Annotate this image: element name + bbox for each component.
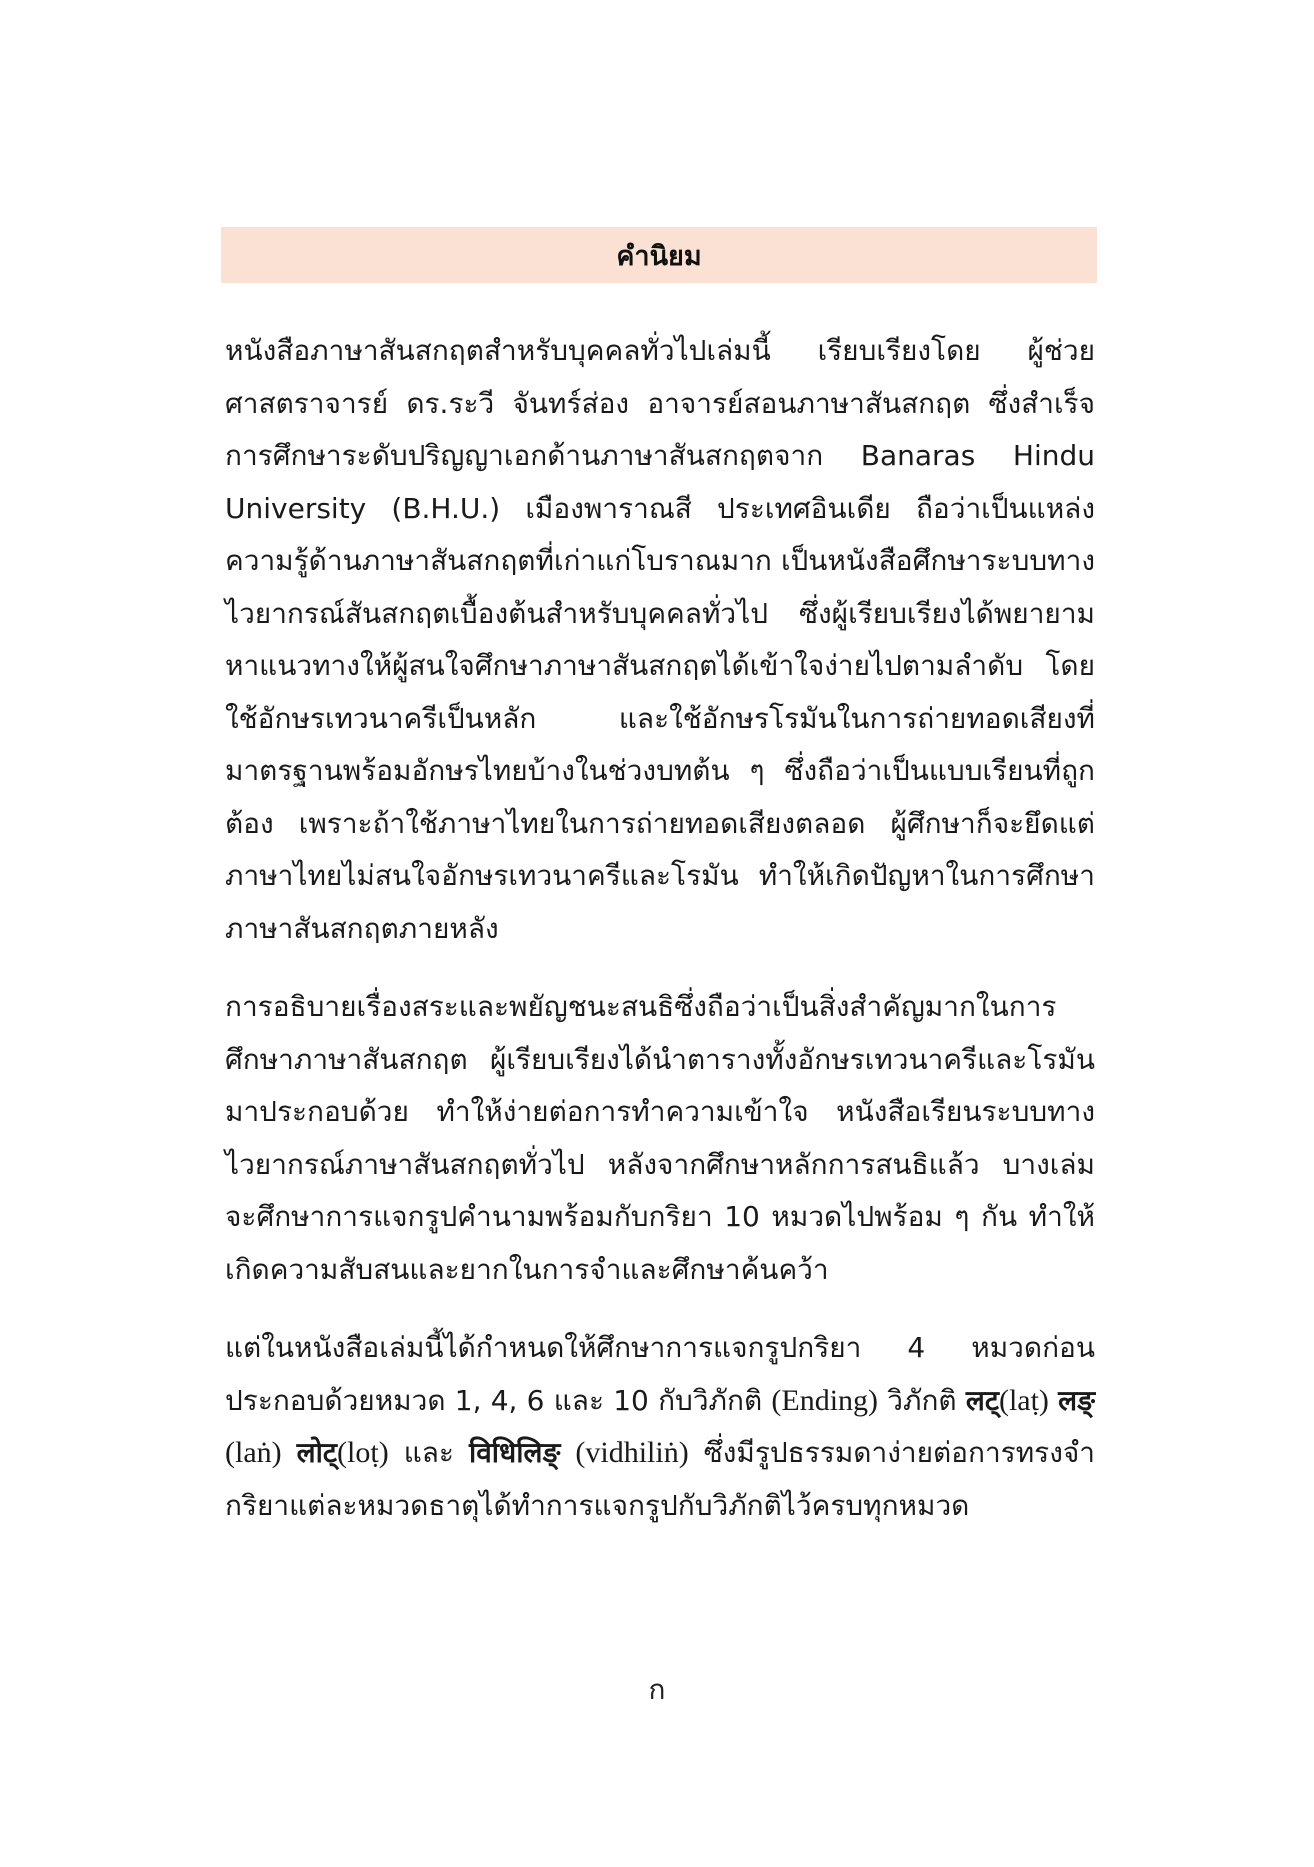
paragraph-3	[225, 1322, 1095, 1532]
body-text	[225, 325, 1095, 1558]
paragraph-1: หนังสือภาษาสันสกฤตสำหรับบุคคลทั่วไปเล่มนี้ เรียบเรียงโดย ผู้ช่วยศาสตราจารย์ ดร.ระวี จันทร์ส่อง อาจารย์สอนภาษาสันสกฤต ซึ่งสำเร็จการศึกษาระดับปริญญาเอกด้านภาษาสันสกฤตจาก Banaras Hindu University (B.H.U.) เมืองพาราณสี ประเทศอินเดีย ถือว่าเป็นแหล่งความรู้ด้านภาษาสันสกฤตที่เก่าแก่โบราณมาก เป็นหนังสือศึกษาระบบทางไวยากรณ์สันสกฤตเบื้องต้นสำหรับบุคคลทั่วไป ซึ่งผู้เรียบเรียงได้พยายามหาแนวทางให้ผู้สนใจศึกษาภาษาสันสกฤตได้เข้าใจง่ายไปตามลำดับ โดยใช้อักษรเทวนาครีเป็นหลัก และใช้อักษรโรมันในการถ่ายทอดเสียงที่มาตรฐานพร้อมอักษรไทยบ้างในช่วงบทต้น ๆ ซึ่งถือว่าเป็นแบบเรียนที่ถูกต้อง เพราะถ้าใช้ภาษาไทยในการถ่ายทอดเสียงตลอด ผู้ศึกษาก็จะยึดแต่ภาษาไทยไม่สนใจอักษรเทวนาครีและโรมัน ทำให้เกิดปัญหาในการศึกษาภาษาสันสกฤตภายหลัง	[225, 334, 1095, 945]
page-title: คำนิยม	[616, 240, 702, 272]
paragraph-3-text-4: ซึ่งมีรูปธรรมดาง่ายต่อการทรงจำ กริยาแต่ละหมวดธาตุได้ทำการแจกรูปกับวิภักติไว้ครบทุกหมวด	[225, 1436, 1096, 1522]
paragraph-3-text-2: วิภักติ	[878, 1383, 966, 1417]
title-banner	[221, 227, 1097, 283]
paragraph-2: การอธิบายเรื่องสระและพยัญชนะสนธิซึ่งถือว่าเป็นสิ่งสำคัญมากในการศึกษาภาษาสันสกฤต ผู้เรียบเรียงได้นำตารางทั้งอักษรเทวนาครีและโรมันมาประกอบด้วย ทำให้ง่ายต่อการทำความเข้าใจ หนังสือเรียนระบบทางไวยากรณ์ภาษาสันสกฤตทั่วไป หลังจากศึกษาหลักการสนธิแล้ว บางเล่มจะศึกษาการแจกรูปคำนามพร้อมกับกริยา 10 หมวดไปพร้อม ๆ กัน ทำให้เกิดความสับสนและยากในการจำและศึกษาค้นคว้า	[225, 990, 1095, 1286]
lan-devanagari: लङ्	[1058, 1383, 1095, 1417]
lat-roman: (laṭ)	[998, 1383, 1049, 1417]
lat-devanagari: लट्	[965, 1383, 999, 1417]
paragraph-3-text-1: แต่ในหนังสือเล่มนี้ได้กำหนดให้ศึกษาการแจกรูปกริยา 4 หมวดก่อน ประกอบด้วยหมวด 1, 4, 6 และ 10 กับวิภักติ	[225, 1331, 1095, 1417]
lan-roman: (laṅ)	[225, 1436, 282, 1469]
vidhilin-roman: (vidhiliṅ)	[575, 1436, 689, 1469]
page-number: ก	[648, 1673, 666, 1706]
ending-term: (Ending)	[771, 1383, 879, 1417]
paragraph-3-text-3: และ	[388, 1436, 469, 1469]
lot-devanagari: लोट्	[296, 1436, 338, 1469]
lot-roman: (loṭ)	[337, 1436, 389, 1469]
vidhilin-devanagari: विधिलिङ्	[468, 1436, 561, 1469]
